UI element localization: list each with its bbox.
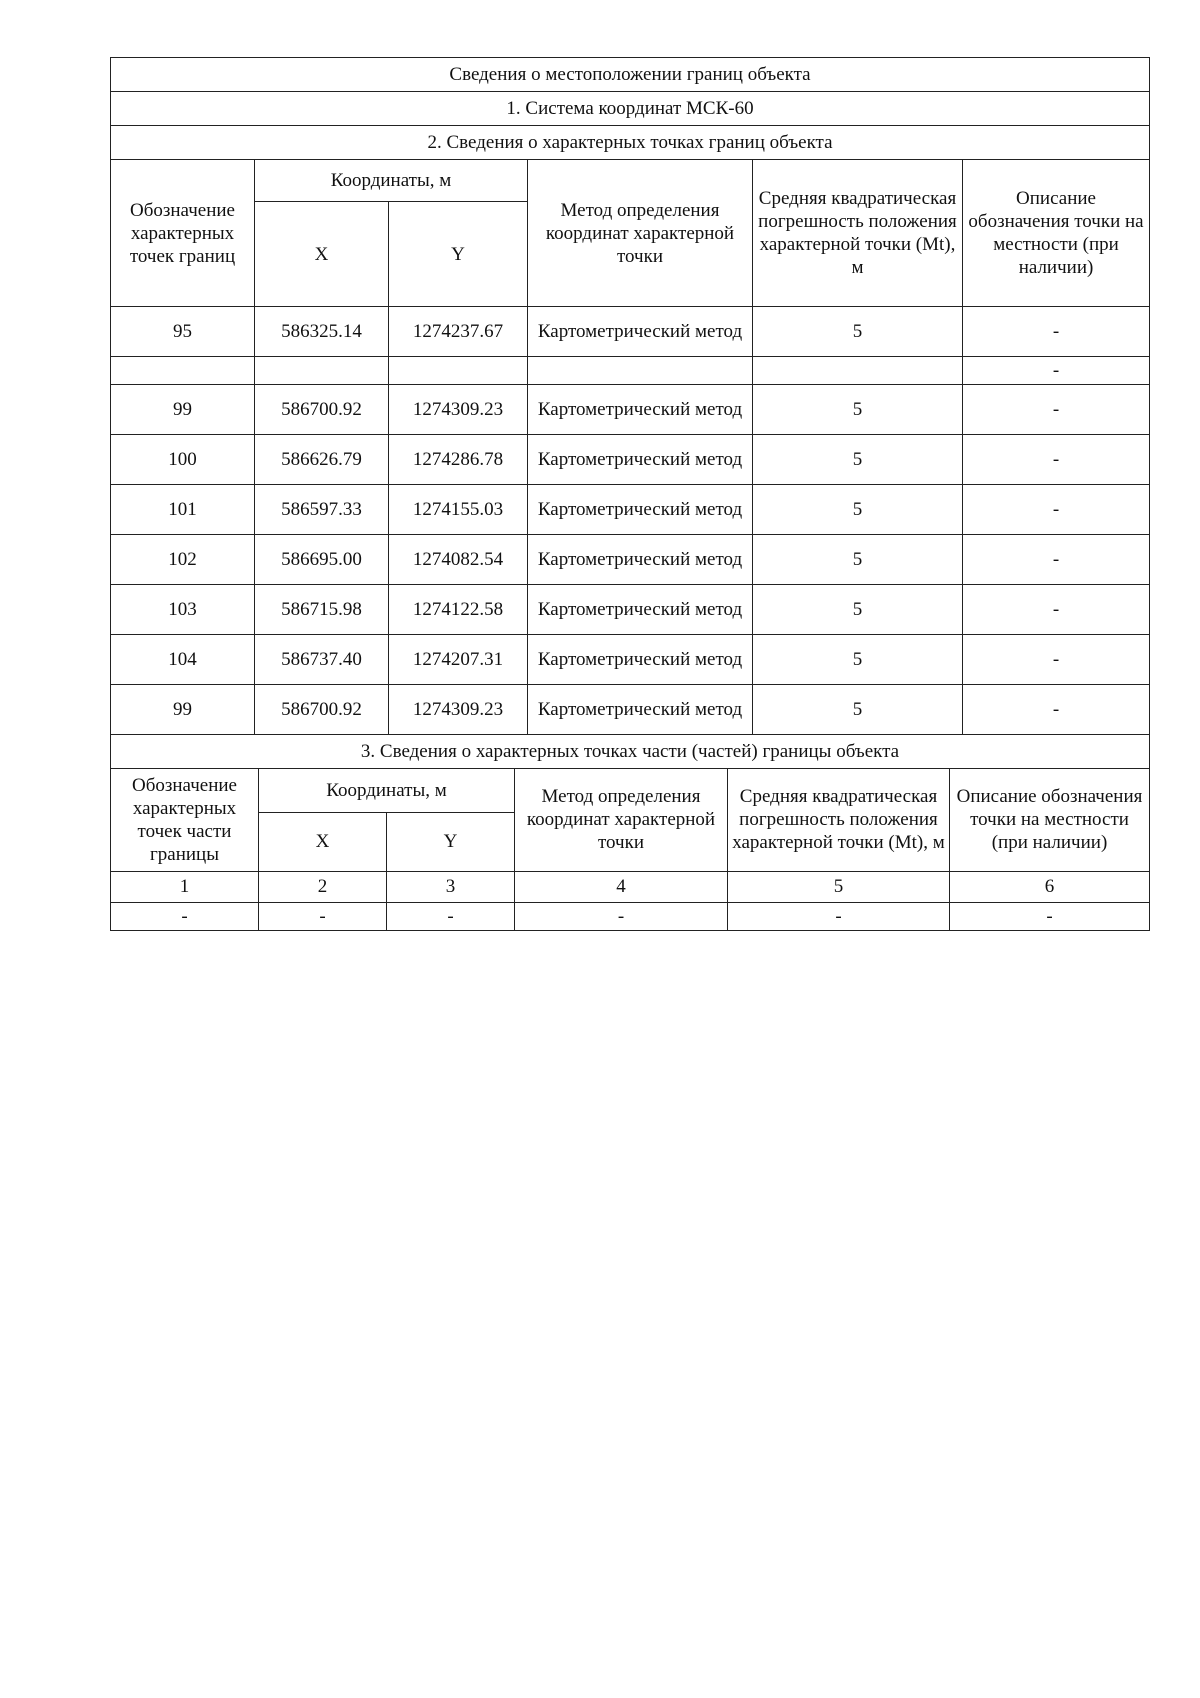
cell-description: - — [963, 535, 1150, 585]
cell-dash: - — [728, 902, 950, 930]
table-row — [111, 635, 1150, 685]
cell-error: 5 — [753, 435, 963, 485]
cell-method: Картометрический метод — [528, 635, 753, 685]
cell-error: 5 — [753, 385, 963, 435]
column-number-row — [111, 871, 1150, 902]
cell-x — [255, 357, 389, 385]
table-row — [111, 385, 1150, 435]
cell-description: - — [963, 357, 1150, 385]
boundary-points-table — [110, 57, 1150, 735]
cell-point: 104 — [111, 635, 255, 685]
cell-point: 95 — [111, 307, 255, 357]
header-point: Обозначение характерных точек границ — [111, 160, 255, 307]
table-row — [111, 485, 1150, 535]
cell-point: 100 — [111, 435, 255, 485]
cell-method: Картометрический метод — [528, 535, 753, 585]
part-boundary-heading: 3. Сведения о характерных точках части (частей) границы объекта — [111, 734, 1150, 768]
header-y: Y — [389, 202, 528, 307]
cell-x: 586325.14 — [255, 307, 389, 357]
column-number: 4 — [515, 871, 728, 902]
table-row — [111, 307, 1150, 357]
cell-x: 586695.00 — [255, 535, 389, 585]
header-x: X — [259, 812, 387, 871]
cell-error: 5 — [753, 685, 963, 735]
cell-method — [528, 357, 753, 385]
cell-point — [111, 357, 255, 385]
header-point: Обозначение характерных точек части границы — [111, 768, 259, 871]
column-number: 6 — [950, 871, 1150, 902]
cell-description: - — [963, 307, 1150, 357]
cell-y: 1274286.78 — [389, 435, 528, 485]
cell-y: 1274122.58 — [389, 585, 528, 635]
cell-x: 586737.40 — [255, 635, 389, 685]
cell-description: - — [963, 585, 1150, 635]
table-row — [111, 535, 1150, 585]
table-row — [111, 585, 1150, 635]
cell-error: 5 — [753, 535, 963, 585]
cell-method: Картометрический метод — [528, 485, 753, 535]
cell-dash: - — [259, 902, 387, 930]
table-title: Сведения о местоположении границ объекта — [111, 58, 1150, 92]
cell-error: 5 — [753, 307, 963, 357]
header-description: Описание обозначения точки на местности (при наличии) — [950, 768, 1150, 871]
cell-description: - — [963, 685, 1150, 735]
cell-point: 102 — [111, 535, 255, 585]
table-row — [111, 685, 1150, 735]
cell-dash: - — [515, 902, 728, 930]
table-row — [111, 435, 1150, 485]
cell-method: Картометрический метод — [528, 685, 753, 735]
column-number: 2 — [259, 871, 387, 902]
cell-x: 586715.98 — [255, 585, 389, 635]
column-number: 3 — [387, 871, 515, 902]
cell-y: 1274082.54 — [389, 535, 528, 585]
header-error: Средняя квадратическая погрешность положения характерной точки (Mt), м — [728, 768, 950, 871]
header-description: Описание обозначения точки на местности (при наличии) — [963, 160, 1150, 307]
cell-description: - — [963, 435, 1150, 485]
cell-description: - — [963, 485, 1150, 535]
cell-x: 586700.92 — [255, 385, 389, 435]
boundary-points-heading: 2. Сведения о характерных точках границ объекта — [111, 126, 1150, 160]
cell-point: 103 — [111, 585, 255, 635]
header-method: Метод определения координат характерной точки — [515, 768, 728, 871]
header-method: Метод определения координат характерной точки — [528, 160, 753, 307]
cell-x: 586700.92 — [255, 685, 389, 735]
cell-point: 101 — [111, 485, 255, 535]
header-coordinates: Координаты, м — [255, 160, 528, 202]
cell-description: - — [963, 635, 1150, 685]
cell-y: 1274309.23 — [389, 685, 528, 735]
cell-point: 99 — [111, 685, 255, 735]
cell-x: 586597.33 — [255, 485, 389, 535]
table-row — [111, 357, 1150, 385]
cell-y — [389, 357, 528, 385]
header-error: Средняя квадратическая погрешность положения характерной точки (Mt), м — [753, 160, 963, 307]
cell-method: Картометрический метод — [528, 307, 753, 357]
cell-y: 1274309.23 — [389, 385, 528, 435]
cell-error: 5 — [753, 485, 963, 535]
cell-y: 1274237.67 — [389, 307, 528, 357]
header-x: X — [255, 202, 389, 307]
table-row — [111, 902, 1150, 930]
cell-dash: - — [387, 902, 515, 930]
part-boundary-points-table — [110, 734, 1150, 931]
cell-method: Картометрический метод — [528, 435, 753, 485]
cell-dash: - — [111, 902, 259, 930]
cell-description: - — [963, 385, 1150, 435]
header-coordinates: Координаты, м — [259, 768, 515, 812]
cell-error: 5 — [753, 635, 963, 685]
document-page — [110, 57, 1149, 931]
cell-point: 99 — [111, 385, 255, 435]
cell-error: 5 — [753, 585, 963, 635]
column-number: 5 — [728, 871, 950, 902]
cell-method: Картометрический метод — [528, 385, 753, 435]
cell-error — [753, 357, 963, 385]
cell-x: 586626.79 — [255, 435, 389, 485]
column-number: 1 — [111, 871, 259, 902]
cell-y: 1274207.31 — [389, 635, 528, 685]
cell-y: 1274155.03 — [389, 485, 528, 535]
header-y: Y — [387, 812, 515, 871]
cell-dash: - — [950, 902, 1150, 930]
cell-method: Картометрический метод — [528, 585, 753, 635]
coordinate-system-heading: 1. Система координат МСК-60 — [111, 92, 1150, 126]
